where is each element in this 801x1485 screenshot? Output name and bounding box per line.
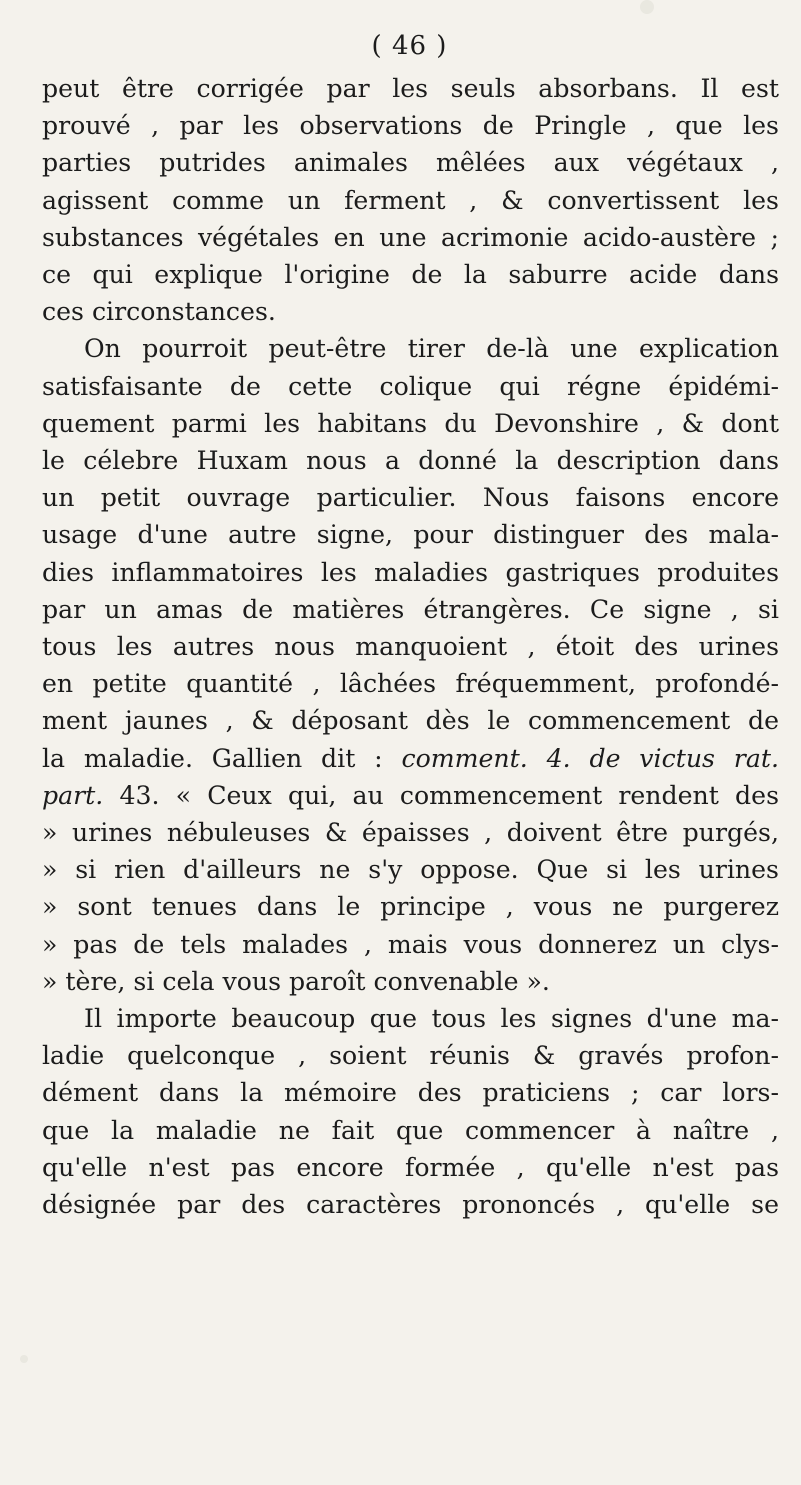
paper-stain (640, 0, 654, 14)
text-line: qu'elle n'est pas encore formée , qu'elle n'est pas (42, 1152, 779, 1182)
citation-part: part. (42, 780, 104, 810)
text-line: agissent comme un ferment , & convertissent les (42, 185, 779, 215)
body-text (42, 70, 779, 1223)
text-line: ce qui explique l'origine de la saburre acide dans (42, 260, 779, 290)
text-line: usage d'une autre signe, pour distinguer des mala- (42, 520, 779, 550)
text-line: dément dans la mémoire des praticiens ; car lors- (42, 1078, 779, 1108)
text-line: un petit ouvrage particulier. Nous faisons encore (42, 483, 779, 513)
text-line: quement parmi les habitans du Devonshire , & dont (42, 408, 779, 438)
quote-line: » si rien d'ailleurs ne s'y oppose. Que si les urines (42, 855, 779, 885)
text-line: dies inflammatoires les maladies gastriques produites (42, 557, 779, 587)
paper-stain (20, 1355, 28, 1363)
text-line: parties putrides animales mêlées aux végétaux , (42, 148, 779, 178)
text-line: ladie quelconque , soient réunis & gravés profon- (42, 1041, 779, 1071)
text-line-with-citation (42, 740, 779, 777)
quote-line: » sont tenues dans le principe , vous ne purgerez (42, 892, 779, 922)
quote-line: » pas de tels malades , mais vous donnerez un clys- (42, 929, 779, 959)
text-line: tous les autres nous manquoient , étoit des urines (42, 632, 779, 662)
text-line: substances végétales en une acrimonie acido-austère ; (42, 222, 779, 252)
text-line: ment jaunes , & déposant dès le commencement de (42, 706, 779, 736)
text-line: prouvé , par les observations de Pringle , que les (42, 111, 779, 141)
text-line: par un amas de matières étrangères. Ce signe , si (42, 594, 779, 624)
text-line: peut être corrigée par les seuls absorbans. Il est (42, 74, 779, 103)
text-line: part. 43. « Ceux qui, au commencement rendent des (42, 780, 779, 810)
citation: comment. 4. de victus rat. (401, 743, 779, 773)
text-line: On pourroit peut-être tirer de-là une explication (84, 334, 779, 364)
text-line: ces circonstances. (42, 297, 276, 327)
quote-line: » urines nébuleuses & épaisses , doivent être purgés, (42, 818, 779, 848)
text-line: Il importe beaucoup que tous les signes d'une ma- (84, 1004, 779, 1034)
page-number: ( 46 ) (371, 31, 448, 61)
text-line: satisfaisante de cette colique qui régne épidémi- (42, 371, 779, 401)
text-line-start: la maladie. Gallien dit : (42, 743, 383, 773)
quote-line: » tère, si cela vous paroît convenable ». (42, 966, 550, 996)
text-line: désignée par des caractères prononcés , qu'elle se (42, 1190, 779, 1220)
text-line: en petite quantité , lâchées fréquemment, profondé- (42, 669, 779, 699)
text-line: le célebre Huxam nous a donné la description dans (42, 446, 779, 476)
text-line: que la maladie ne fait que commencer à naître , (42, 1115, 779, 1145)
